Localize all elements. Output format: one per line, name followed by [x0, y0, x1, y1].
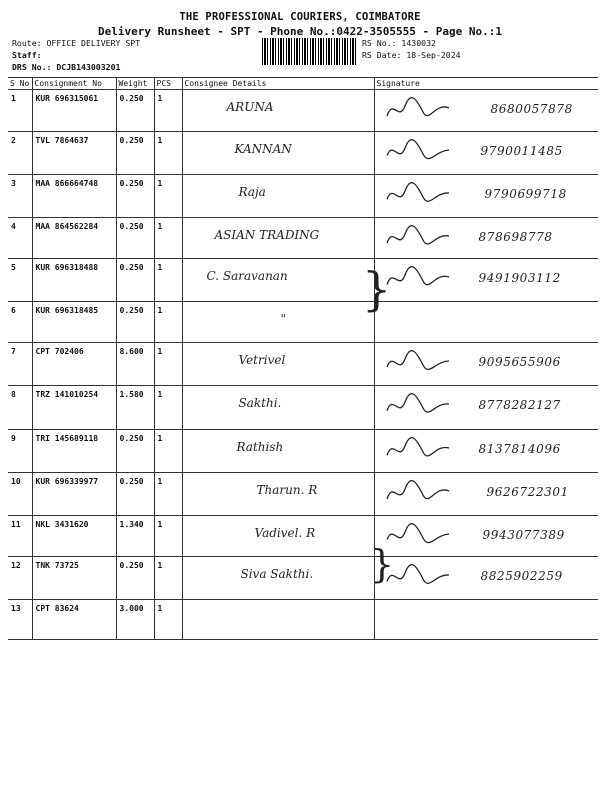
route-label: Route: OFFICE DELIVERY SPT — [12, 38, 141, 48]
row-signature — [374, 343, 598, 386]
row-pcs: 1 — [154, 473, 182, 516]
col-consignment: Consignment No — [32, 78, 116, 90]
signature-scribble — [383, 138, 453, 166]
row-weight: 0.250 — [116, 175, 154, 218]
row-consignee — [182, 90, 374, 132]
row-weight: 3.000 — [116, 600, 154, 640]
row-signature — [374, 132, 598, 175]
col-signature: Signature — [374, 78, 598, 90]
row-weight: 1.580 — [116, 386, 154, 430]
row-weight: 8.600 — [116, 343, 154, 386]
row-signature — [374, 386, 598, 430]
runsheet-subtitle: Delivery Runsheet - SPT - Phone No.:0422-3505555 - Page No.:1 — [98, 25, 502, 38]
brace-mark: } — [362, 262, 392, 316]
row-consignment-no: MAA 866664748 — [32, 175, 116, 218]
row-consignee — [182, 516, 374, 557]
table-row — [8, 473, 598, 516]
signature-scribble — [383, 392, 453, 420]
signature-phone: 878698778 — [478, 230, 553, 244]
row-consignee — [182, 343, 374, 386]
row-consignment-no: TRI 145689118 — [32, 430, 116, 473]
signature-phone: 9491903112 — [478, 271, 561, 285]
row-weight: 0.250 — [116, 430, 154, 473]
row-sno: 5 — [8, 259, 32, 302]
table-row — [8, 90, 598, 132]
table-row — [8, 343, 598, 386]
signature-scribble — [383, 224, 453, 252]
row-consignment-no: MAA 864562284 — [32, 218, 116, 259]
row-pcs: 1 — [154, 386, 182, 430]
row-consignee — [182, 473, 374, 516]
row-weight: 0.250 — [116, 302, 154, 343]
row-pcs: 1 — [154, 343, 182, 386]
row-consignee — [182, 430, 374, 473]
row-signature — [374, 175, 598, 218]
row-consignee — [182, 557, 374, 600]
row-pcs: 1 — [154, 600, 182, 640]
row-signature — [374, 218, 598, 259]
signature-phone: 9790699718 — [484, 187, 567, 201]
row-consignment-no: KUR 696318488 — [32, 259, 116, 302]
row-signature — [374, 302, 598, 343]
row-signature — [374, 473, 598, 516]
row-consignee — [182, 259, 374, 302]
row-sno: 2 — [8, 132, 32, 175]
row-pcs: 1 — [154, 557, 182, 600]
rs-number: RS No.: 1430032 — [362, 38, 436, 48]
col-consignee: Consignee Details — [182, 78, 374, 90]
signature-phone: 8778282127 — [478, 398, 561, 412]
signature-scribble — [383, 181, 453, 209]
row-sno: 10 — [8, 473, 32, 516]
col-pcs: PCS — [154, 78, 182, 90]
row-signature — [374, 516, 598, 557]
table-row — [8, 218, 598, 259]
table-row — [8, 516, 598, 557]
consignee-handwriting: C. Saravanan — [206, 269, 288, 283]
row-consignee — [182, 302, 374, 343]
signature-scribble — [383, 436, 453, 464]
row-consignment-no: CPT 702406 — [32, 343, 116, 386]
consignee-handwriting: Raja — [238, 185, 266, 199]
table-row — [8, 132, 598, 175]
signature-scribble — [383, 96, 453, 124]
row-consignment-no: CPT 83624 — [32, 600, 116, 640]
signature-phone: 9095655906 — [478, 355, 561, 369]
row-consignee — [182, 218, 374, 259]
row-weight: 0.250 — [116, 218, 154, 259]
row-consignee — [182, 600, 374, 640]
company-title: THE PROFESSIONAL COURIERS, COIMBATORE — [179, 11, 421, 23]
consignee-handwriting: Vadivel. R — [254, 526, 316, 540]
row-consignee — [182, 386, 374, 430]
signature-phone: 9790011485 — [480, 144, 563, 158]
runsheet-table — [8, 77, 598, 640]
row-consignee — [182, 175, 374, 218]
consignee-handwriting: Siva Sakthi. — [240, 567, 314, 581]
row-signature — [374, 259, 598, 302]
barcode-image — [262, 38, 358, 65]
signature-scribble — [383, 479, 453, 507]
row-weight: 1.340 — [116, 516, 154, 557]
consignee-handwriting: Tharun. R — [256, 483, 318, 497]
row-consignment-no: TNK 73725 — [32, 557, 116, 600]
consignee-handwriting: Vetrivel — [238, 353, 286, 367]
row-sno: 6 — [8, 302, 32, 343]
row-sno: 11 — [8, 516, 32, 557]
row-consignment-no: KUR 696315061 — [32, 90, 116, 132]
row-pcs: 1 — [154, 259, 182, 302]
consignee-handwriting: Sakthi. — [238, 396, 282, 410]
row-consignment-no: NKL 3431620 — [32, 516, 116, 557]
row-sno: 13 — [8, 600, 32, 640]
consignee-handwriting: ARUNA — [226, 100, 274, 114]
row-pcs: 1 — [154, 516, 182, 557]
row-weight: 0.250 — [116, 132, 154, 175]
row-sno: 7 — [8, 343, 32, 386]
row-weight: 0.250 — [116, 473, 154, 516]
consignee-handwriting: " — [280, 312, 287, 326]
drs-number: DRS No.: DCJB143003201 — [12, 62, 121, 72]
table-row — [8, 600, 598, 640]
table-row — [8, 386, 598, 430]
consignee-handwriting: ASIAN TRADING — [214, 228, 320, 242]
signature-phone: 9943077389 — [482, 528, 565, 542]
rs-date: RS Date: 18-Sep-2024 — [362, 50, 461, 60]
brace-mark: } — [370, 542, 395, 586]
row-pcs: 1 — [154, 175, 182, 218]
row-consignment-no: TVL 7864637 — [32, 132, 116, 175]
row-sno: 12 — [8, 557, 32, 600]
table-row — [8, 557, 598, 600]
row-signature — [374, 600, 598, 640]
col-weight: Weight — [116, 78, 154, 90]
row-weight: 0.250 — [116, 557, 154, 600]
row-signature — [374, 557, 598, 600]
row-weight: 0.250 — [116, 259, 154, 302]
signature-scribble — [383, 349, 453, 377]
signature-phone: 8825902259 — [480, 569, 563, 583]
signature-phone: 8137814096 — [478, 442, 561, 456]
row-consignee — [182, 132, 374, 175]
row-consignment-no: TRZ 141010254 — [32, 386, 116, 430]
row-consignment-no: KUR 696318485 — [32, 302, 116, 343]
row-pcs: 1 — [154, 90, 182, 132]
table-row — [8, 259, 598, 302]
row-weight: 0.250 — [116, 90, 154, 132]
row-pcs: 1 — [154, 302, 182, 343]
row-pcs: 1 — [154, 132, 182, 175]
signature-phone: 8680057878 — [490, 102, 573, 116]
row-sno: 8 — [8, 386, 32, 430]
row-consignment-no: KUR 696339977 — [32, 473, 116, 516]
row-sno: 9 — [8, 430, 32, 473]
row-pcs: 1 — [154, 430, 182, 473]
row-sno: 1 — [8, 90, 32, 132]
signature-scribble — [383, 265, 453, 293]
row-pcs: 1 — [154, 218, 182, 259]
consignee-handwriting: Rathish — [236, 440, 284, 454]
table-header-row — [8, 78, 598, 90]
signature-phone: 9626722301 — [486, 485, 569, 499]
row-signature — [374, 90, 598, 132]
row-signature — [374, 430, 598, 473]
table-row — [8, 175, 598, 218]
col-sno: S No — [8, 78, 32, 90]
staff-label: Staff: — [12, 50, 42, 60]
consignee-handwriting: KANNAN — [234, 142, 292, 156]
row-sno: 3 — [8, 175, 32, 218]
row-sno: 4 — [8, 218, 32, 259]
table-row — [8, 430, 598, 473]
table-row — [8, 302, 598, 343]
